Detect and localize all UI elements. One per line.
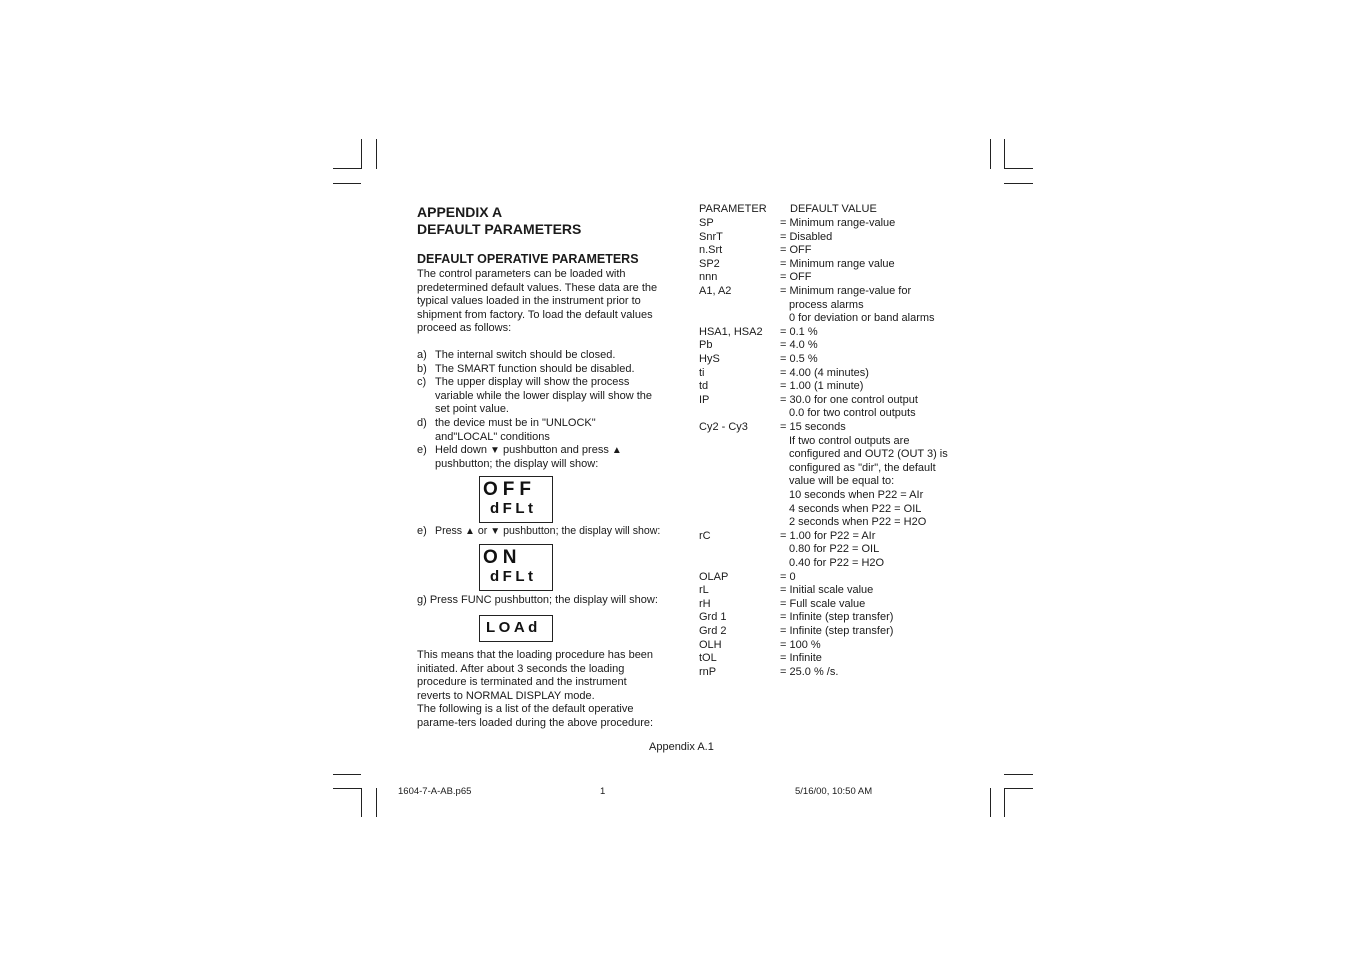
param-value-line: = Initial scale value [780, 584, 874, 597]
param-value [780, 367, 950, 381]
param-name: rH [699, 597, 711, 610]
crop-mark [1004, 139, 1005, 169]
param-value-line: = 1.00 for P22 = AIr [780, 529, 876, 542]
step-c [417, 376, 672, 417]
step-label: b) [417, 362, 427, 375]
step-a [417, 349, 672, 363]
param-value-line: = 0.1 % [780, 325, 818, 338]
param-value-line: 0.0 for two control outputs [789, 407, 916, 420]
param-value-line: = 4.0 % [780, 339, 818, 352]
param-value-line: 2 seconds when P22 = H2O [789, 516, 927, 529]
crop-mark [1004, 168, 1033, 169]
param-value [780, 339, 950, 353]
param-value [780, 244, 950, 258]
footer-page: 1 [600, 786, 606, 797]
crop-mark [1004, 788, 1005, 817]
outro-line: reverts to NORMAL DISPLAY mode. [417, 689, 595, 702]
param-value [780, 217, 950, 231]
param-name: rnP [699, 665, 717, 678]
param-name: rC [699, 529, 711, 542]
param-name: A1, A2 [699, 285, 732, 297]
param-value-line: 0.80 for P22 = OIL [789, 543, 880, 556]
page-label: Appendix A.1 [649, 741, 714, 753]
step-text: Held down ▼ pushbutton and press ▲ [435, 444, 622, 457]
step-text: The internal switch should be closed. [435, 349, 616, 361]
param-name: SP2 [699, 257, 720, 270]
param-value [780, 652, 950, 666]
step-list [417, 349, 672, 471]
param-value-line: = Infinite [780, 652, 822, 665]
param-value-line: = 15 seconds [780, 421, 846, 433]
up-arrow-icon: ▲ [611, 445, 622, 457]
param-value-line: = Infinite (step transfer) [780, 625, 894, 637]
param-name: Cy2 - Cy3 [699, 421, 748, 433]
intro-line: shipment from factory. To load the default values [417, 308, 653, 321]
param-name: SnrT [699, 230, 723, 243]
intro-line: proceed as follows: [417, 322, 512, 335]
param-value-line: = 4.00 (4 minutes) [780, 366, 869, 379]
step-b [417, 363, 672, 377]
lcd-display-load [479, 615, 553, 642]
crop-mark [376, 788, 377, 817]
param-value [780, 639, 950, 653]
step-text: The SMART function should be disabled. [435, 362, 635, 375]
param-value-line: = Minimum range value [780, 257, 895, 270]
param-value-line: = 0 [780, 570, 796, 583]
outro-line: parame-ters loaded during the above procedure: [417, 716, 654, 729]
crop-mark [376, 139, 377, 169]
param-name: OLH [699, 638, 722, 651]
crop-mark [1004, 774, 1033, 775]
param-value [780, 625, 950, 639]
param-value-line: = 100 % [780, 638, 821, 651]
intro-line: predetermined default values. These data are the [417, 281, 658, 294]
step-text: The upper display will show the process [435, 376, 630, 389]
intro-line: The control parameters can be loaded with [417, 268, 626, 280]
step-text: pushbutton; the display will show: [435, 457, 599, 470]
param-value [780, 530, 950, 571]
param-value-line: 0.40 for P22 = H2O [789, 556, 885, 569]
crop-mark [333, 183, 361, 184]
param-name: Grd 1 [699, 611, 727, 624]
param-value-line: = Infinite (step transfer) [780, 611, 894, 624]
lcd-display-on [479, 544, 553, 591]
param-name: Grd 2 [699, 625, 727, 637]
param-value-line: = OFF [780, 271, 812, 284]
step-label: a) [417, 349, 427, 361]
step-g: g) Press FUNC pushbutton; the display will show: [417, 594, 658, 606]
section-heading: DEFAULT OPERATIVE PARAMETERS [417, 252, 639, 266]
param-value-line: = 25.0 % /s. [780, 665, 839, 678]
param-name: ti [699, 366, 705, 379]
lcd-lower-text: dFLt [490, 500, 537, 517]
param-name: n.Srt [699, 244, 723, 257]
step-label: c) [417, 376, 427, 389]
param-value [780, 380, 950, 394]
param-value-line: configured as "dir", the default [789, 461, 936, 474]
crop-mark [333, 774, 361, 775]
outro-line: initiated. After about 3 seconds the loading [417, 662, 625, 675]
outro-line: This means that the loading procedure has been [417, 649, 654, 661]
param-name: OLAP [699, 570, 729, 583]
param-name: nnn [699, 271, 718, 284]
param-value-line: configured and OUT2 (OUT 3) is [789, 448, 948, 461]
param-value [780, 258, 950, 272]
param-value [780, 571, 950, 585]
param-value [780, 666, 950, 680]
outro-paragraph [417, 649, 672, 731]
appendix-title-line1: APPENDIX A [417, 204, 503, 220]
crop-mark [1004, 788, 1033, 789]
param-value [780, 611, 950, 625]
crop-mark [990, 139, 991, 169]
crop-mark [990, 788, 991, 817]
step-text: set point value. [435, 403, 509, 416]
param-name: rL [699, 584, 709, 597]
param-value [780, 285, 950, 326]
crop-mark [361, 139, 362, 169]
param-name: IP [699, 393, 710, 406]
param-value [780, 326, 950, 340]
step-label: e) [417, 444, 427, 457]
outro-line: procedure is terminated and the instrument [417, 676, 627, 689]
param-name: HyS [699, 353, 720, 365]
param-value-line: = 0.5 % [780, 353, 818, 365]
param-name: SP [699, 217, 714, 229]
param-value-line: If two control outputs are [789, 434, 910, 447]
param-value-line: = 30.0 for one control output [780, 393, 918, 406]
param-value-line: 0 for deviation or band alarms [789, 312, 935, 325]
down-arrow-icon: ▼ [490, 445, 500, 457]
param-value [780, 598, 950, 612]
footer-date: 5/16/00, 10:50 AM [795, 786, 873, 797]
lcd-display-off [479, 476, 553, 523]
step-label: d) [417, 416, 427, 429]
down-arrow-icon: ▼ [490, 526, 501, 537]
lcd-lower-text: dFLt [490, 568, 537, 585]
step-text: the device must be in "UNLOCK" [435, 416, 596, 429]
param-value [780, 231, 950, 245]
param-value-line: = OFF [780, 244, 812, 257]
crop-mark [361, 788, 362, 817]
crop-mark [333, 168, 361, 169]
outro-line: The following is a list of the default operative [417, 703, 634, 716]
intro-paragraph [417, 268, 672, 336]
footer-file: 1604-7-A-AB.p65 [398, 786, 472, 797]
param-value-line: process alarms [789, 298, 864, 311]
step-text: Press ▲ or ▼ pushbutton; the display will show: [435, 525, 661, 537]
step-text: and"LOCAL" conditions [435, 430, 550, 443]
step-e-press [417, 525, 677, 539]
param-value-line: value will be equal to: [789, 475, 895, 488]
param-value-line: = 1.00 (1 minute) [780, 380, 864, 393]
param-value [780, 394, 950, 421]
value-column-header: DEFAULT VALUE [790, 203, 877, 215]
param-name: HSA1, HSA2 [699, 325, 763, 338]
appendix-title-line2: DEFAULT PARAMETERS [417, 221, 582, 237]
param-value [780, 584, 950, 598]
appendix-title [417, 204, 581, 238]
lcd-upper-text: ON [483, 547, 522, 568]
intro-line: typical values loaded in the instrument prior to [417, 295, 641, 308]
param-name: Pb [699, 339, 713, 352]
param-value-line: 10 seconds when P22 = AIr [789, 488, 924, 501]
param-value-line: = Minimum range-value for [780, 285, 912, 297]
param-name: td [699, 380, 709, 393]
param-value-line: = Full scale value [780, 597, 866, 610]
param-name: tOL [699, 652, 717, 665]
lcd-upper-text: OFF [483, 479, 536, 500]
step-e-hold [417, 444, 672, 471]
param-value-line: 4 seconds when P22 = OIL [789, 502, 922, 515]
param-value-line: = Minimum range-value [780, 217, 896, 229]
param-column-header: PARAMETER [699, 203, 767, 215]
step-label: e) [417, 525, 427, 537]
param-value-line: = Disabled [780, 230, 833, 243]
param-value [780, 353, 950, 367]
crop-mark [333, 788, 361, 789]
crop-mark [1004, 183, 1033, 184]
step-text: variable while the lower display will show the [435, 389, 653, 402]
step-d [417, 417, 672, 444]
lcd-upper-text: LOAd [486, 619, 541, 636]
up-arrow-icon: ▲ [465, 526, 475, 537]
param-value [780, 421, 950, 530]
param-value [780, 271, 950, 285]
